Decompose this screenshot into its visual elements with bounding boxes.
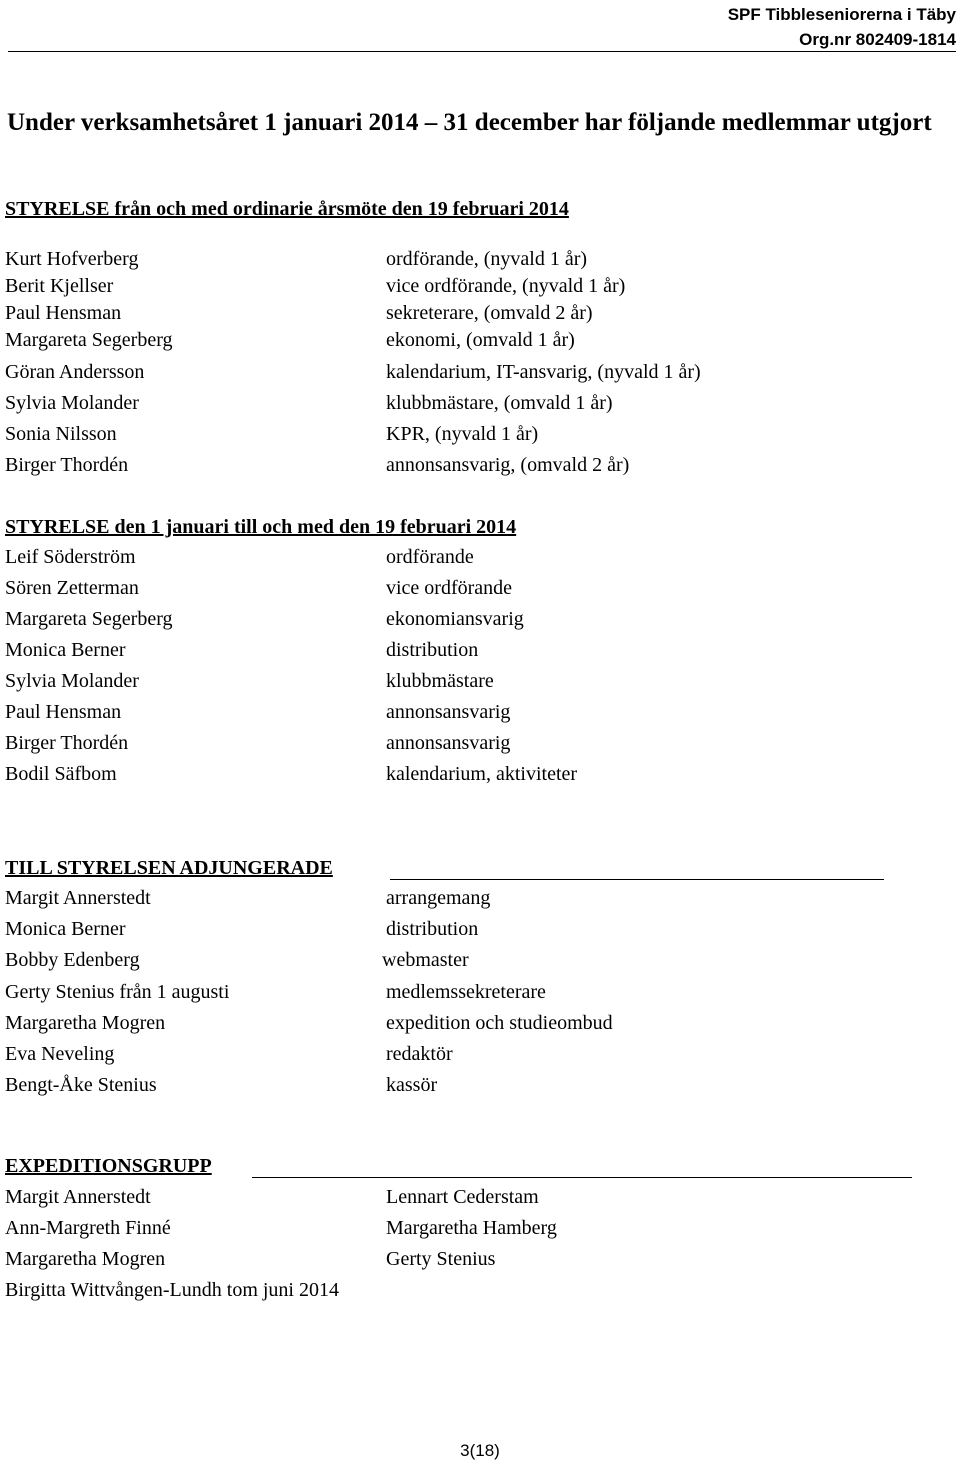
member-role: ordförande [386,546,474,568]
header-rule [8,51,956,52]
member-role: annonsansvarig [386,732,511,754]
member-name: Margit Annerstedt [5,887,151,909]
member-name: Sören Zetterman [5,577,139,599]
member-role: vice ordförande, (nyvald 1 år) [386,275,626,297]
member-name: Bobby Edenberg [5,949,140,971]
member-name: Margit Annerstedt [5,1186,151,1208]
member-name: Margaretha Hamberg [386,1217,557,1239]
member-role: expedition och studieombud [386,1012,613,1034]
member-name: Margaretha Mogren [5,1248,166,1270]
member-name: Kurt Hofverberg [5,248,139,270]
org-name: SPF Tibbleseniorerna i Täby [727,5,956,24]
member-role: KPR, (nyvald 1 år) [386,423,539,445]
member-role: sekreterare, (omvald 2 år) [386,302,593,324]
document-title: Under verksamhetsåret 1 januari 2014 – 31 december har följande medlemmar utgjort [7,109,932,136]
member-name: Birger Thordén [5,454,129,476]
member-role: klubbmästare [386,670,494,692]
heading-underline-rule [252,1177,912,1178]
member-role: annonsansvarig, (omvald 2 år) [386,454,630,476]
member-role: annonsansvarig [386,701,511,723]
member-name: Berit Kjellser [5,275,114,297]
member-role: webmaster [382,949,469,971]
member-name: Ann-Margreth Finné [5,1217,171,1239]
member-name: Birgitta Wittvången-Lundh tom juni 2014 [5,1279,339,1301]
member-role: klubbmästare, (omvald 1 år) [386,392,613,414]
member-name: Gerty Stenius [386,1248,496,1270]
member-name: Margareta Segerberg [5,329,173,351]
member-role: redaktör [386,1043,453,1065]
member-role: ekonomiansvarig [386,608,524,630]
member-role: ekonomi, (omvald 1 år) [386,329,575,351]
member-name: Göran Andersson [5,361,145,383]
member-role: kalendarium, IT-ansvarig, (nyvald 1 år) [386,361,701,383]
member-name: Margaretha Mogren [5,1012,166,1034]
member-role: vice ordförande [386,577,513,599]
member-role: distribution [386,918,479,940]
heading-underline-rule [390,879,884,880]
member-name: Leif Söderström [5,546,136,568]
member-name: Paul Hensman [5,701,122,723]
org-number: Org.nr 802409-1814 [799,30,956,49]
member-name: Margareta Segerberg [5,608,173,630]
member-name: Bengt-Åke Stenius [5,1074,157,1096]
member-name: Paul Hensman [5,302,122,324]
member-name: Sylvia Molander [5,392,139,414]
member-role: kalendarium, aktiviteter [386,763,578,785]
member-role: ordförande, (nyvald 1 år) [386,248,588,270]
member-name: Lennart Cederstam [386,1186,539,1208]
member-name: Sylvia Molander [5,670,139,692]
member-name: Monica Berner [5,918,126,940]
member-name: Monica Berner [5,639,126,661]
member-role: distribution [386,639,479,661]
page-header [728,2,956,52]
member-name: Bodil Säfbom [5,763,117,785]
section-heading-styrelse-2014: STYRELSE från och med ordinarie årsmöte den 19 februari 2014 [5,198,569,220]
member-name: Gerty Stenius från 1 augusti [5,981,230,1003]
section-heading-styrelse-early: STYRELSE den 1 januari till och med den 19 februari 2014 [5,516,517,538]
section-heading-expeditionsgrupp: EXPEDITIONSGRUPP [5,1155,212,1177]
page-number: 3(18) [460,1441,500,1460]
member-role: arrangemang [386,887,491,909]
member-name: Eva Neveling [5,1043,115,1065]
member-name: Sonia Nilsson [5,423,117,445]
member-name: Birger Thordén [5,732,129,754]
section-heading-adjungerade: TILL STYRELSEN ADJUNGERADE [5,857,333,879]
member-role: medlemssekreterare [386,981,546,1003]
member-role: kassör [386,1074,438,1096]
